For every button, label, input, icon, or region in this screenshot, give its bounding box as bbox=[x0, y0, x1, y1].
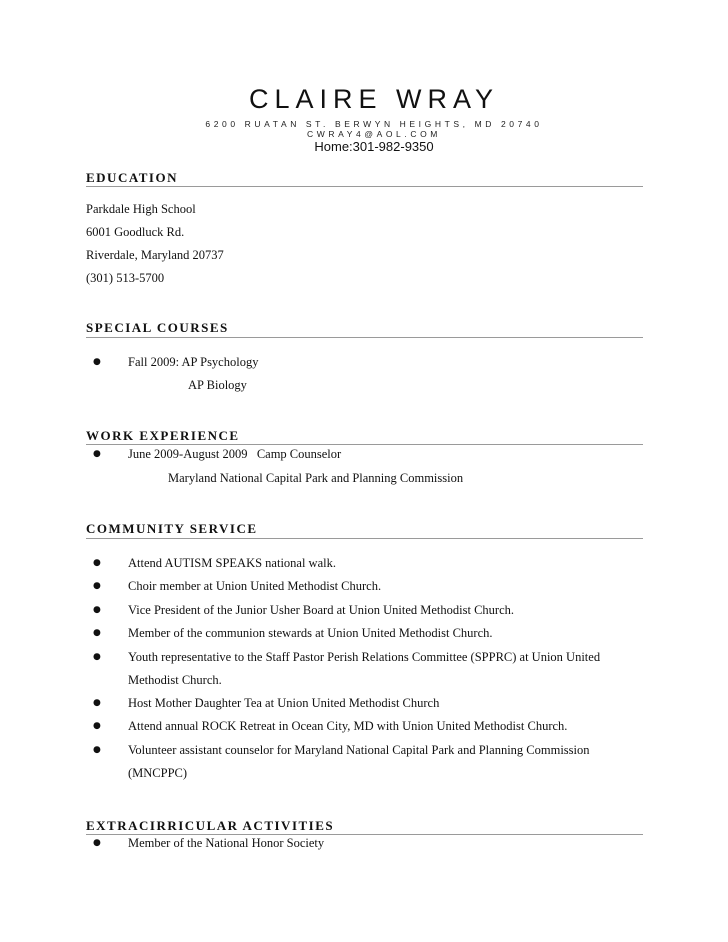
education-city: Riverdale, Maryland 20737 bbox=[86, 248, 224, 262]
bullet-icon: ● bbox=[93, 628, 101, 638]
bullet-icon: ● bbox=[93, 698, 101, 708]
special-courses-rule bbox=[86, 337, 643, 338]
resume-address: 6200 RUATAN ST. BERWYN HEIGHTS, MD 20740 bbox=[205, 119, 543, 129]
community-service-heading: COMMUNITY SERVICE bbox=[86, 521, 258, 536]
education-street: 6001 Goodluck Rd. bbox=[86, 225, 185, 239]
community-service-item: Volunteer assistant counselor for Maryland National Capital Park and Planning Commission bbox=[128, 743, 590, 757]
bullet-icon: ● bbox=[93, 745, 101, 755]
education-rule bbox=[86, 186, 643, 187]
work-experience-item: June 2009-August 2009 Camp Counselor bbox=[128, 447, 342, 461]
community-service-item: Choir member at Union United Methodist Church. bbox=[128, 579, 382, 593]
bullet-icon: ● bbox=[93, 652, 101, 662]
special-courses-subitem: AP Biology bbox=[188, 378, 247, 392]
community-service-item: Host Mother Daughter Tea at Union United Methodist Church bbox=[128, 696, 440, 710]
resume-name: CLAIRE WRAY bbox=[248, 84, 500, 114]
work-experience-rule bbox=[86, 444, 643, 445]
community-service-item: Youth representative to the Staff Pastor Perish Relations Committee (SPPRC) at Union United bbox=[128, 650, 601, 664]
community-service-item: Attend AUTISM SPEAKS national walk. bbox=[128, 556, 336, 570]
community-service-rule bbox=[86, 538, 643, 539]
community-service-item: Attend annual ROCK Retreat in Ocean City, MD with Union United Methodist Church. bbox=[128, 719, 568, 733]
education-school: Parkdale High School bbox=[86, 202, 196, 216]
special-courses-heading: SPECIAL COURSES bbox=[86, 320, 229, 335]
education-heading: EDUCATION bbox=[86, 170, 178, 185]
bullet-icon: ● bbox=[93, 605, 101, 615]
bullet-icon: ● bbox=[93, 449, 101, 459]
resume-phone: Home:301-982-9350 bbox=[314, 139, 434, 154]
extracurricular-item: Member of the National Honor Society bbox=[128, 836, 325, 850]
resume-email: CWRAY4@AOL.COM bbox=[307, 129, 441, 139]
education-phone: (301) 513-5700 bbox=[86, 271, 165, 285]
bullet-icon: ● bbox=[93, 357, 101, 367]
bullet-icon: ● bbox=[93, 721, 101, 731]
special-courses-item: Fall 2009: AP Psychology bbox=[128, 355, 259, 369]
bullet-icon: ● bbox=[93, 581, 101, 591]
work-experience-heading: WORK EXPERIENCE bbox=[86, 428, 240, 443]
extracurricular-heading: EXTRACIRRICULAR ACTIVITIES bbox=[86, 818, 335, 833]
work-experience-subitem: Maryland National Capital Park and Planning Commission bbox=[168, 471, 464, 485]
community-service-item-continuation: Methodist Church. bbox=[128, 673, 222, 687]
community-service-item: Member of the communion stewards at Union United Methodist Church. bbox=[128, 626, 493, 640]
bullet-icon: ● bbox=[93, 558, 101, 568]
bullet-icon: ● bbox=[93, 838, 101, 848]
community-service-item: Vice President of the Junior Usher Board at Union United Methodist Church. bbox=[128, 603, 514, 617]
community-service-item-continuation: (MNCPPC) bbox=[128, 766, 188, 780]
